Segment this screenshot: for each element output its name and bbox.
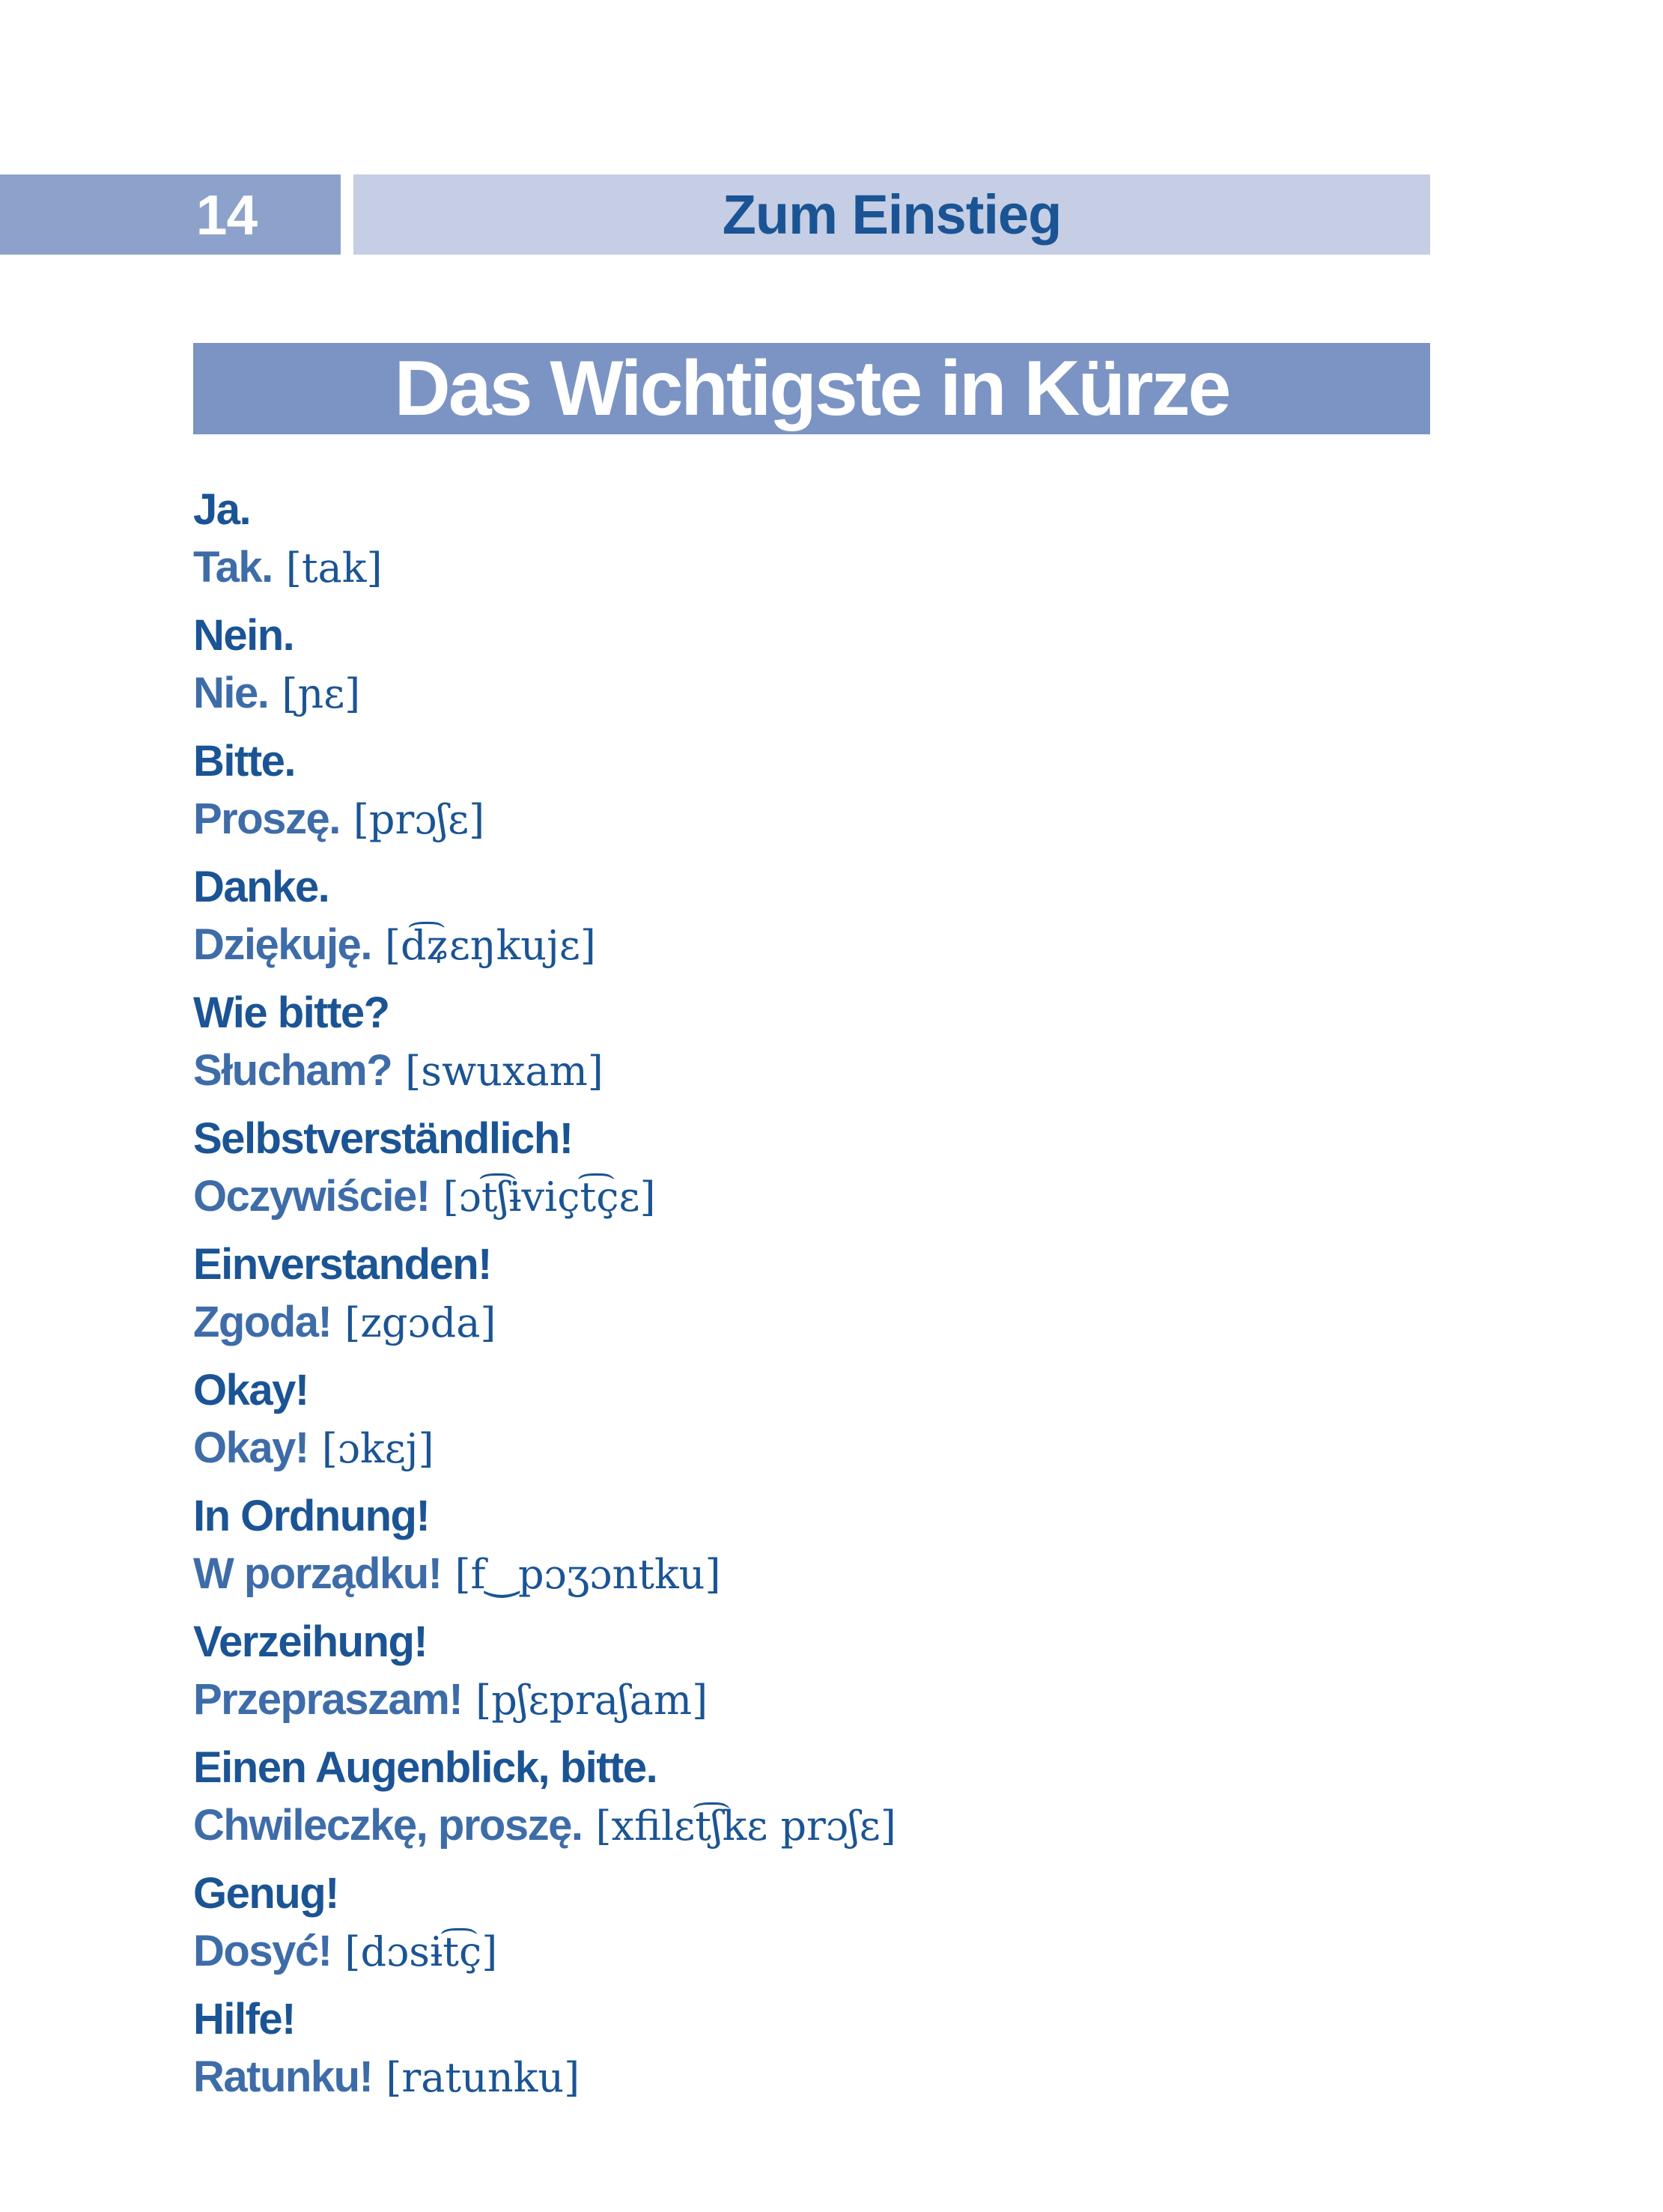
translation-line [193, 537, 1430, 609]
ipa-transcription: [ɔt͡ʃɨviçt͡çɛ] [443, 1173, 656, 1221]
phrase-entry [193, 986, 1430, 1112]
translation-line [193, 1669, 1430, 1741]
section-title: Zum Einstieg [722, 183, 1062, 246]
chapter-title: Das Wichtigste in Kürze [394, 344, 1229, 432]
german-phrase: Genug! [193, 1869, 338, 1918]
phrase-entry [193, 1238, 1430, 1364]
translation-line [193, 789, 1430, 860]
ipa-transcription: [swuxam] [405, 1048, 604, 1095]
translation-line [193, 1921, 1430, 1993]
phrase-list [193, 483, 1430, 2118]
phrase-entry [193, 1364, 1430, 1489]
phrase-entry [193, 1993, 1430, 2118]
phrase-entry [193, 1741, 1430, 1867]
german-phrase: In Ordnung! [193, 1492, 430, 1540]
page-number-box [0, 174, 341, 255]
german-phrase: Selbstverständlich! [193, 1114, 573, 1163]
german-phrase: Hilfe! [193, 1995, 295, 2044]
page-header [0, 174, 1430, 255]
ipa-transcription: [zgɔda] [344, 1299, 496, 1346]
polish-phrase: Proszę. [193, 794, 340, 843]
german-phrase: Wie bitte? [193, 988, 389, 1037]
polish-phrase: Zgoda! [193, 1298, 332, 1346]
translation-line [193, 663, 1430, 735]
translation-line [193, 1040, 1430, 1112]
translation-line [193, 1418, 1430, 1489]
german-phrase: Ja. [193, 485, 251, 534]
phrase-entry [193, 483, 1430, 609]
section-title-box [353, 174, 1430, 255]
chapter-title-banner [193, 343, 1430, 434]
ipa-transcription: [ɲɛ] [282, 670, 361, 717]
ipa-transcription: [tak] [285, 544, 383, 592]
ipa-transcription: [ɔkɛj] [321, 1425, 434, 1472]
translation-line [193, 1543, 1430, 1615]
polish-phrase: Okay! [193, 1423, 308, 1472]
page-number: 14 [195, 183, 258, 246]
phrase-entry [193, 1867, 1430, 1993]
polish-phrase: Tak. [193, 543, 273, 592]
polish-phrase: Chwileczkę, proszę. [193, 1801, 583, 1850]
header-divider [341, 174, 353, 255]
translation-line [193, 914, 1430, 986]
translation-line [193, 1166, 1430, 1238]
german-phrase: Nein. [193, 611, 294, 660]
ipa-transcription: [ratunku] [386, 2054, 580, 2101]
ipa-transcription: [xfilɛt͡ʃkɛ prɔʃɛ] [595, 1802, 896, 1850]
german-phrase: Danke. [193, 863, 329, 911]
polish-phrase: Dosyć! [193, 1927, 332, 1975]
polish-phrase: Dziękuję. [193, 920, 371, 969]
polish-phrase: Słucham? [193, 1046, 392, 1095]
translation-line [193, 1795, 1430, 1867]
phrase-entry [193, 1615, 1430, 1741]
phrase-entry [193, 735, 1430, 860]
ipa-transcription: [prɔʃɛ] [353, 796, 485, 843]
phrase-entry [193, 1112, 1430, 1238]
german-phrase: Einen Augenblick, bitte. [193, 1743, 657, 1792]
german-phrase: Einverstanden! [193, 1240, 491, 1289]
phrase-entry [193, 1489, 1430, 1615]
polish-phrase: Ratunku! [193, 2053, 373, 2101]
german-phrase: Okay! [193, 1366, 308, 1415]
translation-line [193, 1292, 1430, 1364]
phrase-entry [193, 860, 1430, 986]
polish-phrase: Przepraszam! [193, 1675, 463, 1724]
translation-line [193, 2047, 1430, 2118]
phrase-entry [193, 609, 1430, 735]
ipa-transcription: [f‿pɔʒɔntku] [454, 1551, 721, 1598]
ipa-transcription: [pʃɛpraʃam] [475, 1677, 708, 1724]
ipa-transcription: [dɔsɨt͡ç] [344, 1928, 498, 1975]
german-phrase: Bitte. [193, 737, 295, 786]
ipa-transcription: [d͡ʑɛŋkujɛ] [384, 922, 596, 969]
polish-phrase: Oczywiście! [193, 1172, 430, 1221]
polish-phrase: W porządku! [193, 1549, 442, 1598]
german-phrase: Verzeihung! [193, 1617, 428, 1666]
polish-phrase: Nie. [193, 669, 269, 717]
